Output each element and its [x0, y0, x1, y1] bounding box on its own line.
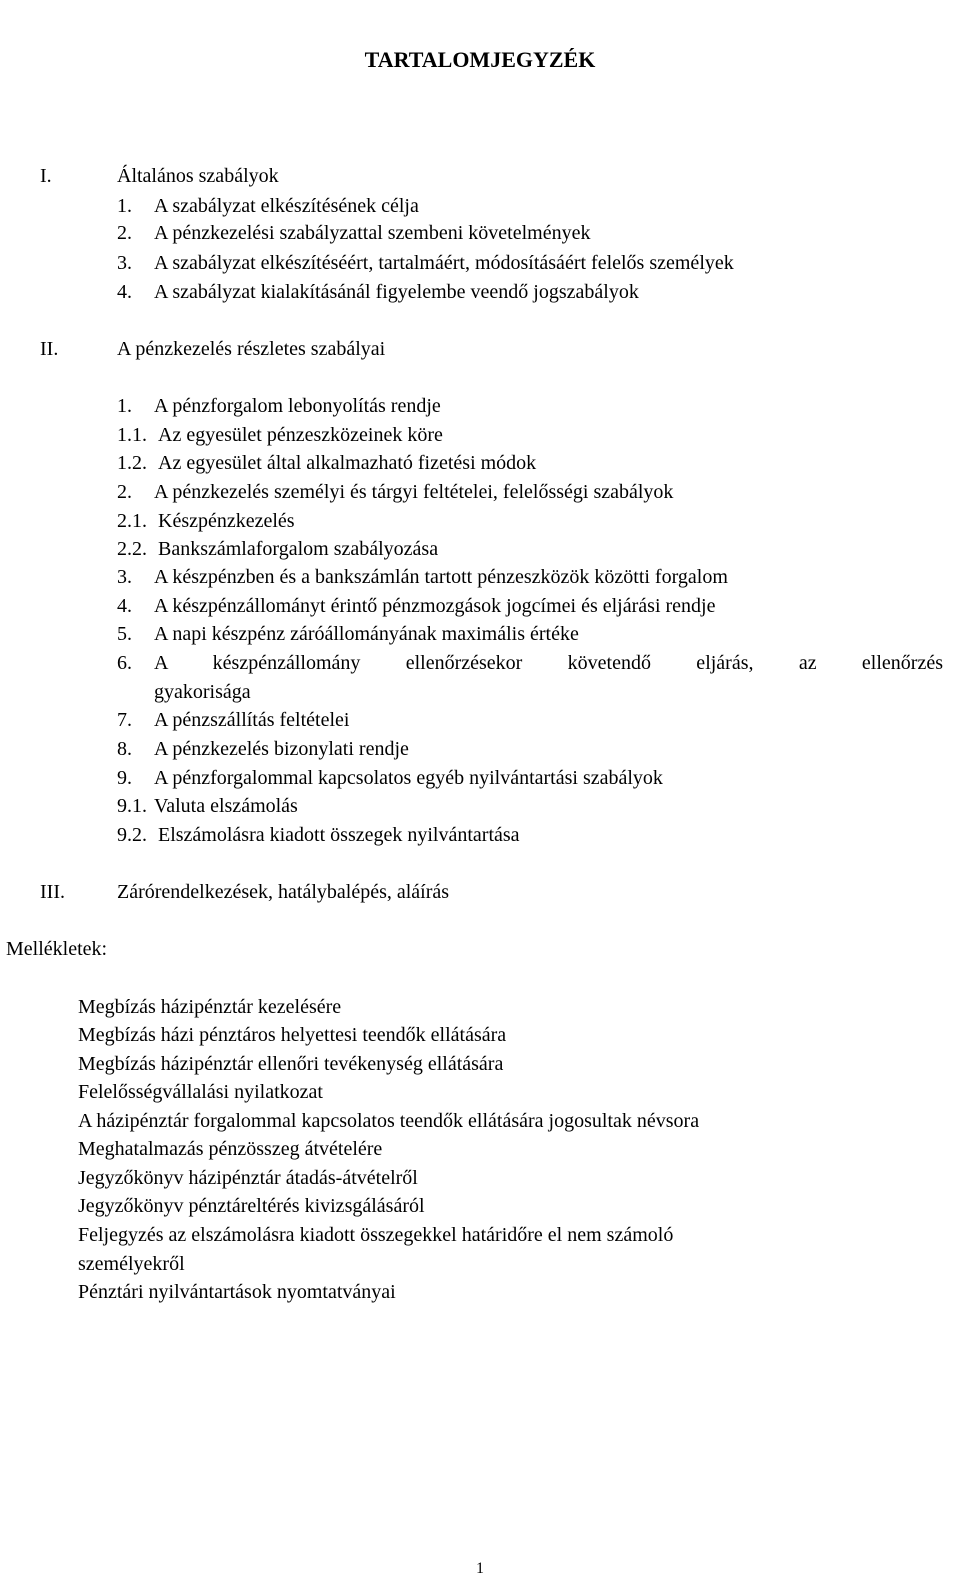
toc-item-number: 2.1.	[117, 510, 147, 532]
attachment-item: Megbízás házipénztár kezelésére	[78, 996, 342, 1018]
toc-item-text: A pénzszállítás feltételei	[154, 709, 350, 731]
toc-item-number: 4.	[117, 281, 132, 303]
toc-item-number: 1.2.	[117, 452, 147, 474]
toc-item-text: A készpénzállományt érintő pénzmozgások jogcímei és eljárási rendje	[154, 595, 716, 617]
toc-item-number: 8.	[117, 738, 132, 760]
attachment-item: Jegyzőkönyv házipénztár átadás-átvételről	[78, 1167, 418, 1189]
attachment-item: Pénztári nyilvántartások nyomtatványai	[78, 1281, 396, 1303]
section-3-roman: III.	[40, 881, 65, 903]
toc-item-number: 9.1.	[117, 795, 147, 817]
attachment-item: Feljegyzés az elszámolásra kiadott összegekkel határidőre el nem számoló	[78, 1224, 674, 1246]
toc-item-text: Elszámolásra kiadott összegek nyilvántartása	[158, 824, 520, 846]
toc-item-text: A szabályzat kialakításánál figyelembe veendő jogszabályok	[154, 281, 639, 303]
toc-item-number: 6.	[117, 652, 132, 674]
page-number: 1	[476, 1560, 484, 1577]
attachment-item: Megbízás házi pénztáros helyettesi teendők ellátására	[78, 1024, 507, 1046]
toc-item-text: A pénzkezelés személyi és tárgyi feltételei, felelősségi szabályok	[154, 481, 674, 503]
section-2-roman: II.	[40, 338, 59, 360]
toc-item-number: 1.	[117, 195, 132, 217]
attachment-item: A házipénztár forgalommal kapcsolatos teendők ellátására jogosultak névsora	[78, 1110, 700, 1132]
section-3-heading: Zárórendelkezések, hatálybalépés, aláírás	[117, 881, 450, 903]
toc-item-number: 2.2.	[117, 538, 147, 560]
toc-item-number: 1.1.	[117, 424, 147, 446]
attachment-item: Megbízás házipénztár ellenőri tevékenység ellátására	[78, 1053, 504, 1075]
toc-item-text: Bankszámlaforgalom szabályozása	[158, 538, 439, 560]
toc-item-text: A pénzkezelési szabályzattal szembeni követelmények	[154, 222, 591, 244]
attachment-item: Jegyzőkönyv pénztáreltérés kivizsgálásáról	[78, 1195, 425, 1217]
toc-item-number: 9.2.	[117, 824, 147, 846]
toc-item-number: 3.	[117, 252, 132, 274]
page-title: TARTALOMJEGYZÉK	[364, 47, 596, 72]
toc-item-number: 9.	[117, 767, 132, 789]
toc-item-text: A pénzforgalom lebonyolítás rendje	[154, 395, 441, 417]
attachment-item: Felelősségvállalási nyilatkozat	[78, 1081, 323, 1103]
attachment-item-continuation: személyekről	[78, 1253, 185, 1275]
toc-item-number: 2.	[117, 481, 132, 503]
section-1-heading: Általános szabályok	[117, 165, 279, 187]
attachment-item: Meghatalmazás pénzösszeg átvételére	[78, 1138, 383, 1160]
section-2-heading: A pénzkezelés részletes szabályai	[117, 338, 386, 360]
toc-item-number: 3.	[117, 566, 132, 588]
toc-item-number: 2.	[117, 222, 132, 244]
toc-item-text: Valuta elszámolás	[154, 795, 298, 817]
toc-item-continuation: gyakorisága	[154, 681, 251, 703]
toc-item-number: 1.	[117, 395, 132, 417]
toc-item-text: A pénzkezelés bizonylati rendje	[154, 738, 409, 760]
section-1-roman: I.	[40, 165, 52, 187]
toc-item-text: A készpénzben és a bankszámlán tartott pénzeszközök közötti forgalom	[154, 566, 728, 588]
toc-item-text: Az egyesület által alkalmazható fizetési módok	[158, 452, 537, 474]
toc-item-text: A készpénzállomány ellenőrzésekor követendő eljárás, az ellenőrzés	[154, 652, 943, 674]
attachments-heading: Mellékletek:	[6, 938, 108, 960]
toc-item-text: A szabályzat elkészítéséért, tartalmáért, módosításáért felelős személyek	[154, 252, 734, 274]
toc-item-text: A pénzforgalommal kapcsolatos egyéb nyilvántartási szabályok	[154, 767, 663, 789]
toc-item-text: A napi készpénz záróállományának maximális értéke	[154, 623, 579, 645]
toc-item-text: Készpénzkezelés	[158, 510, 295, 532]
toc-item-text: Az egyesület pénzeszközeinek köre	[158, 424, 443, 446]
toc-item-number: 7.	[117, 709, 132, 731]
toc-item-number: 4.	[117, 595, 132, 617]
toc-item-number: 5.	[117, 623, 132, 645]
toc-item-text: A szabályzat elkészítésének célja	[154, 195, 419, 217]
